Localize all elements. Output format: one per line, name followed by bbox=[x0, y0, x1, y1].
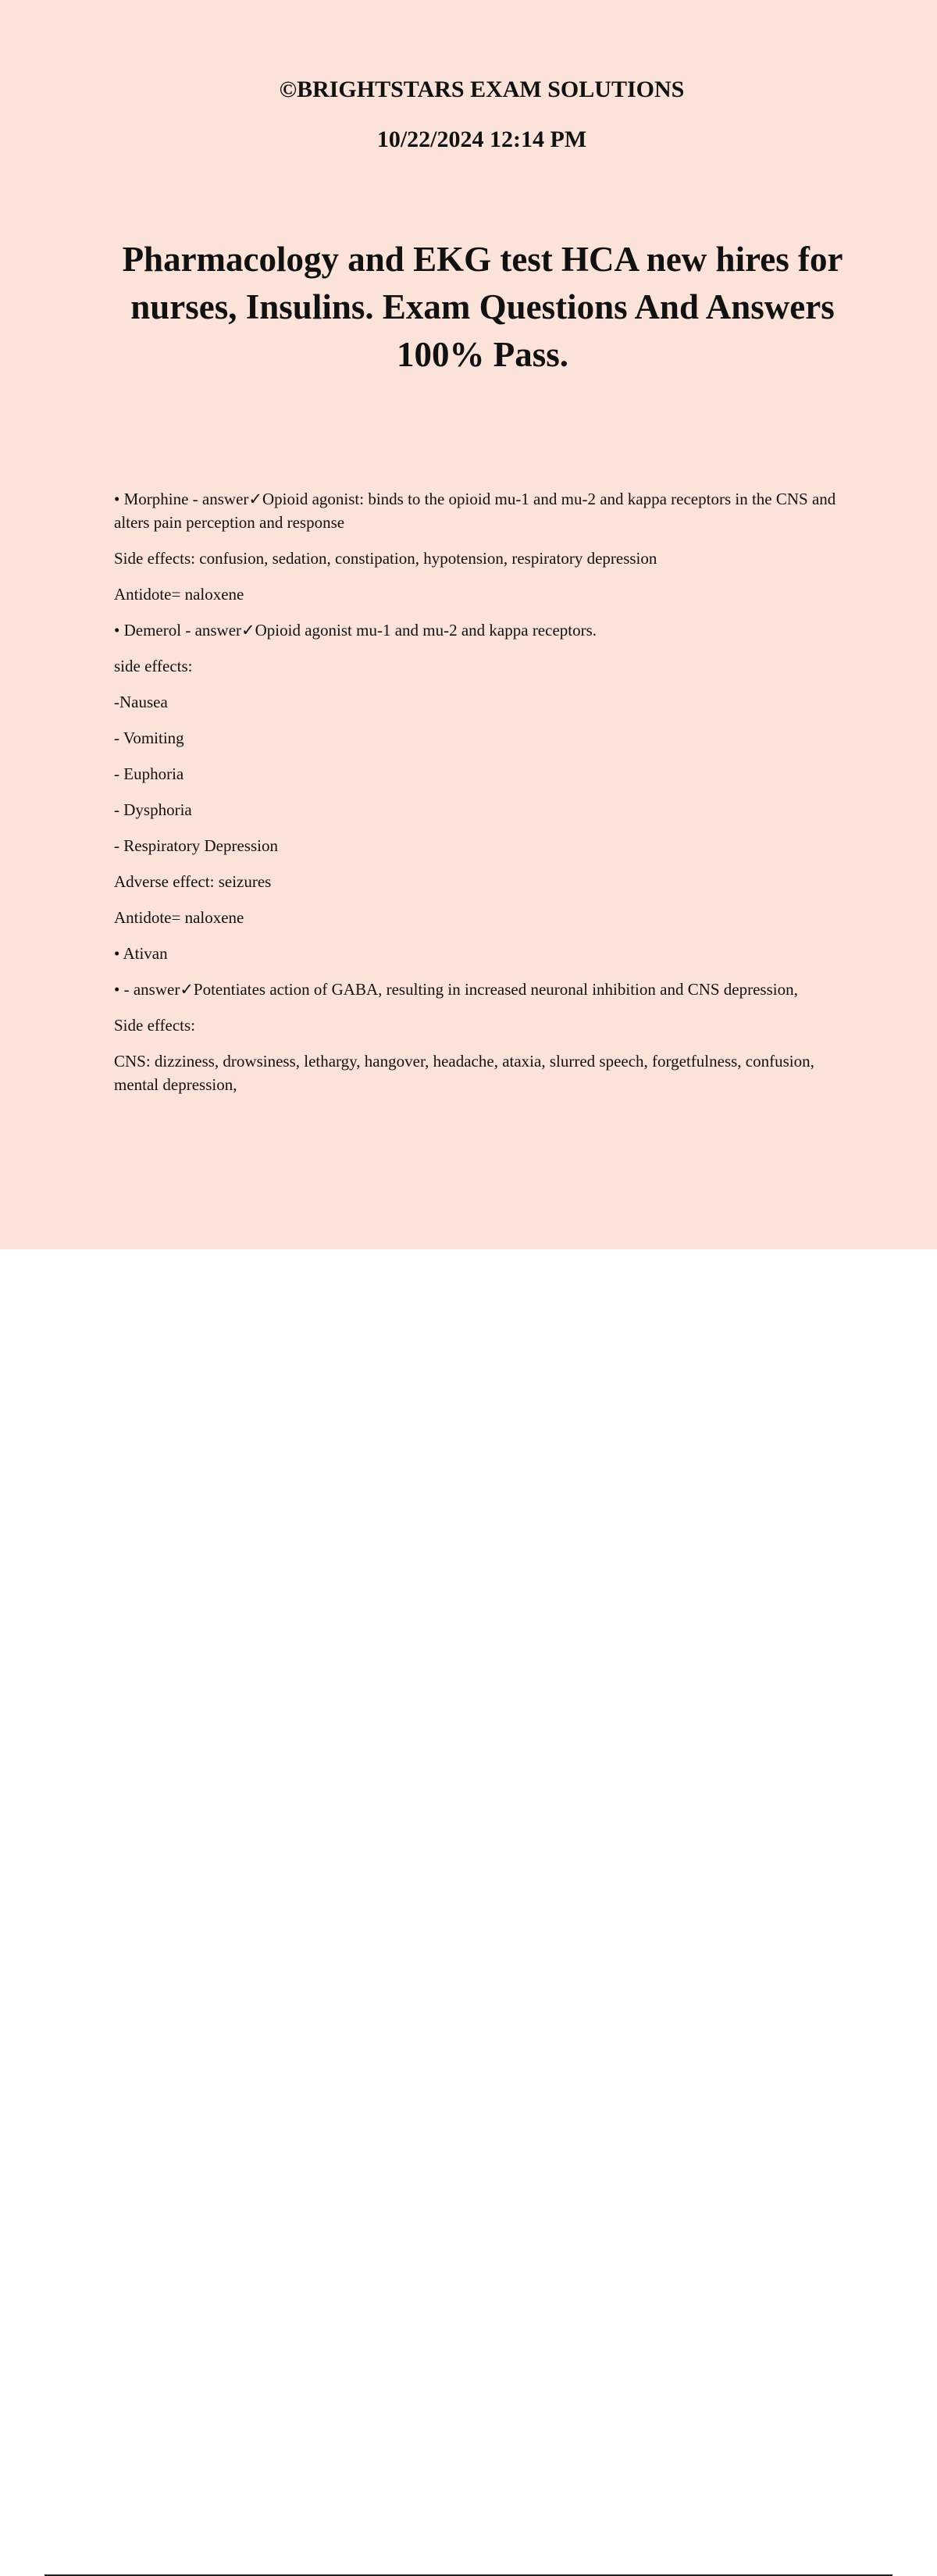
paragraph-morphine-antidote: Antidote= naloxene bbox=[114, 585, 244, 604]
paragraph-ativan-cns-effects: CNS: dizziness, drowsiness, lethargy, hangover, headache, ataxia, slurred speech, forgetfulness, confusion, mental depression, bbox=[114, 1052, 819, 1094]
document-page bbox=[0, 0, 937, 1249]
document-timestamp: 10/22/2024 12:14 PM bbox=[376, 126, 587, 152]
paragraph-ativan-side-effects-label: Side effects: bbox=[114, 1016, 195, 1035]
paragraph-ativan-answer: • - answer✓Potentiates action of GABA, resulting in increased neuronal inhibition and CNS depression, bbox=[114, 980, 798, 999]
paragraph-ativan: • Ativan bbox=[114, 944, 168, 963]
page-bottom-margin bbox=[0, 1249, 937, 1327]
list-item-respiratory-depression: - Respiratory Depression bbox=[114, 836, 278, 855]
paragraph-demerol-adverse-effect: Adverse effect: seizures bbox=[114, 872, 272, 891]
paragraph-demerol: • Demerol - answer✓Opioid agonist mu-1 and mu-2 and kappa receptors. bbox=[114, 621, 597, 640]
list-item-nausea: -Nausea bbox=[114, 693, 168, 711]
document-body bbox=[114, 487, 848, 1109]
paragraph-demerol-antidote: Antidote= naloxene bbox=[114, 908, 244, 927]
paragraph-demerol-side-effects-label: side effects: bbox=[114, 657, 193, 675]
list-item-euphoria: - Euphoria bbox=[114, 764, 184, 783]
brand-header: ©BRIGHTSTARS EXAM SOLUTIONS bbox=[279, 77, 685, 102]
paragraph-morphine-side-effects: Side effects: confusion, sedation, constipation, hypotension, respiratory depression bbox=[114, 549, 657, 568]
list-item-dysphoria: - Dysphoria bbox=[114, 800, 192, 819]
paragraph-morphine: • Morphine - answer✓Opioid agonist: binds to the opioid mu-1 and mu-2 and kappa receptors in the CNS and alters pain perception and response bbox=[114, 490, 840, 532]
document-title: Pharmacology and EKG test HCA new hires for nurses, Insulins. Exam Questions And Answers 100% Pass. bbox=[122, 240, 843, 374]
list-item-vomiting: - Vomiting bbox=[114, 729, 184, 747]
